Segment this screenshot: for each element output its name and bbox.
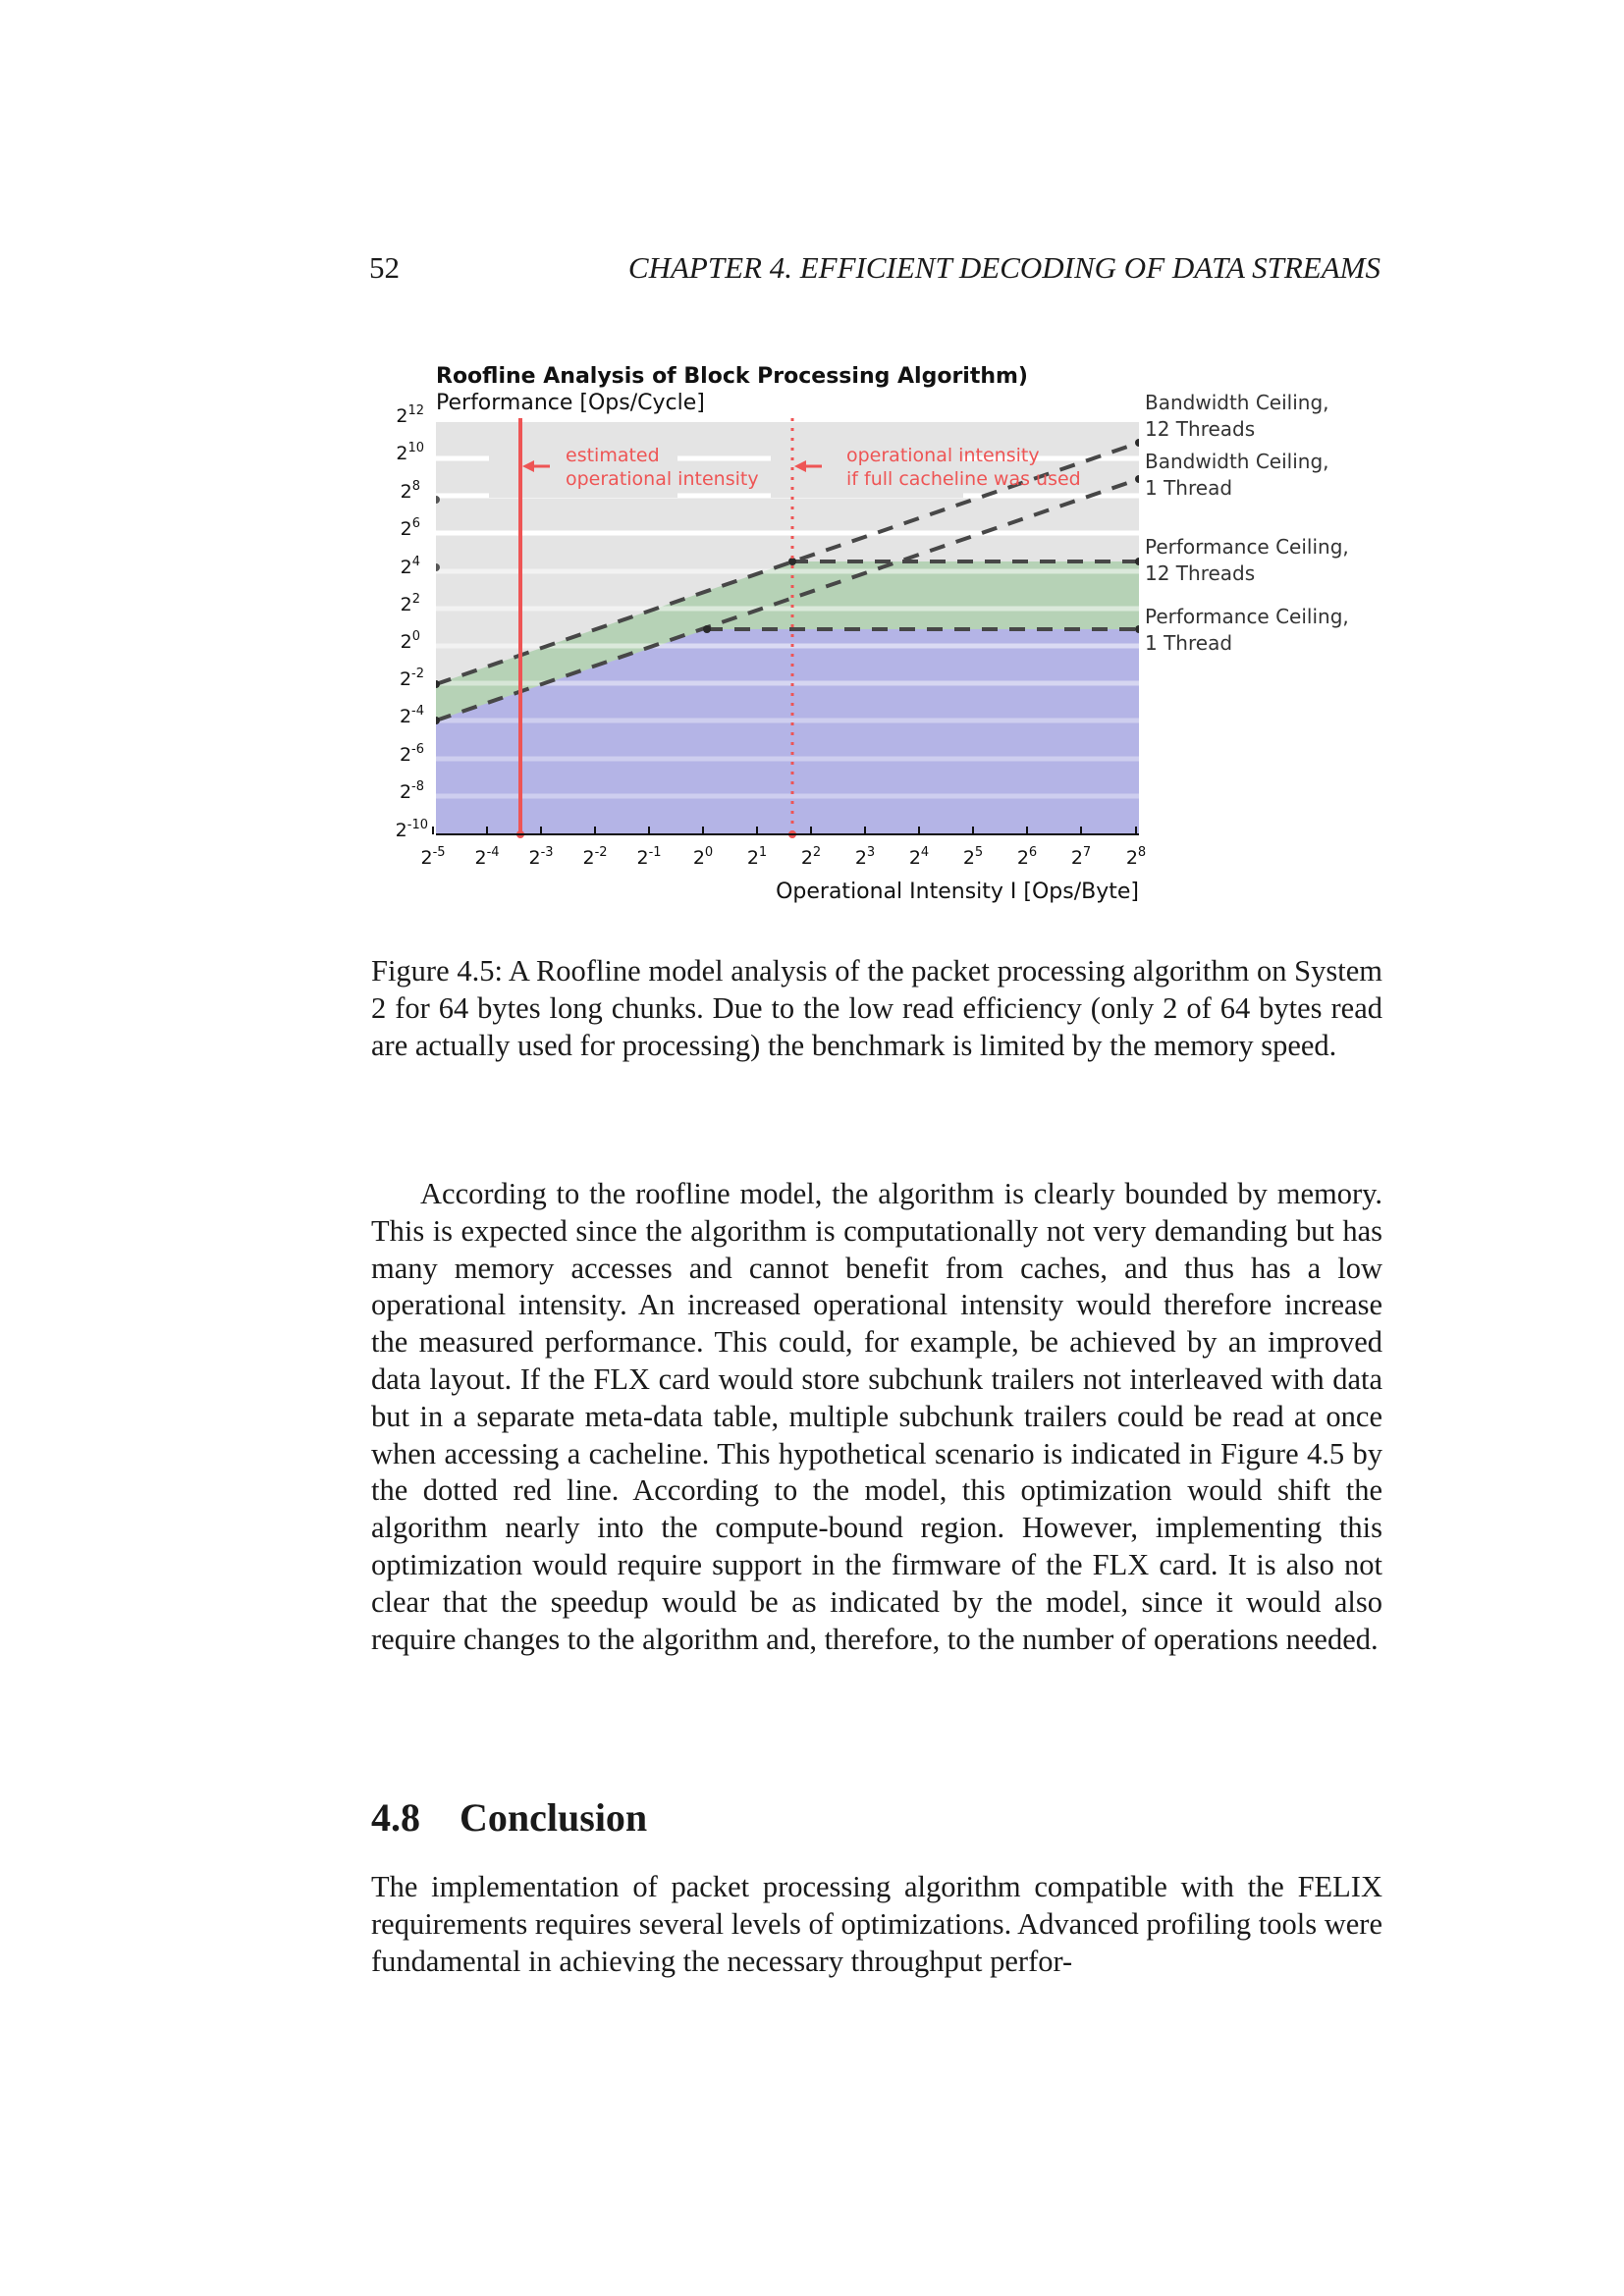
svg-text:27: $2^7$ <box>1070 845 1092 869</box>
y-axis-label: Performance [Ops/Cycle] <box>436 391 705 415</box>
roofline-chart <box>373 353 1384 923</box>
svg-text:Performance Ceiling,: Performance Ceiling, <box>1145 605 1349 628</box>
section-number: 4.8 <box>371 1795 420 1840</box>
svg-text:Bandwidth Ceiling,: Bandwidth Ceiling, <box>1145 391 1329 414</box>
svg-text:2-4: $2^{-4}$ <box>399 704 424 727</box>
section-heading <box>371 1794 647 1841</box>
roofline-figure <box>373 353 1384 923</box>
chart-title: Roofline Analysis of Block Processing Algorithm) <box>436 364 1028 389</box>
svg-text:2-2: $2^{-2}$ <box>399 667 424 690</box>
svg-text:22: $2^2$ <box>400 592 420 615</box>
body-paragraph: According to the roofline model, the algorithm is clearly bounded by memory. This is expected since the algorithm is computationally not very demanding but has many memory accesses and cannot benefit from caches, and thus has a low operational intensity. An increased operational intensity would therefore increase the measured performance. This could, for example, be achieved by an improved data layout. If the FLX card would store subchunk trailers not interleaved with data but in a separate meta-data table, multiple subchunk trailers could be read at once when accessing a cacheline. This hypothetical scenario is indicated in Figure 4.5 by the dotted red line. According to the model, this optimization would shift the algorithm nearly into the compute-bound region. However, implementing this optimization would require support in the firmware of the FLX card. It is also not clear that the speedup would be as indicated by the model, since it would also require changes to the algorithm and, therefore, to the number of operations needed. <box>371 1177 1382 1656</box>
svg-text:212: $2^{12}$ <box>396 403 424 427</box>
section-title: Conclusion <box>460 1795 648 1840</box>
svg-text:26: $2^6$ <box>1016 845 1038 869</box>
svg-text:1 Thread: 1 Thread <box>1145 476 1233 500</box>
conclusion-paragraph: The implementation of packet processing algorithm compatible with the FELIX requirements requires several levels of optimizations. Advanced profiling tools were fundamental in achieving the necessary throughput perfor- <box>371 1870 1382 1978</box>
svg-text:24: $2^4$ <box>400 555 420 578</box>
y-tick-labels <box>396 403 428 841</box>
x-axis-label: Operational Intensity I [Ops/Byte] <box>776 880 1139 904</box>
svg-text:24: $2^4$ <box>908 845 930 869</box>
chapter-title: CHAPTER 4. EFFICIENT DECODING OF DATA STREAMS <box>627 250 1380 285</box>
ceiling-legend <box>1145 391 1349 655</box>
svg-text:if full cacheline was used: if full cacheline was used <box>846 468 1081 490</box>
svg-text:20: $2^0$ <box>400 629 420 653</box>
x-tick-labels <box>420 845 1146 869</box>
svg-text:23: $2^3$ <box>854 845 876 869</box>
svg-text:2-10: $2^{-10}$ <box>395 818 428 841</box>
svg-text:28: $2^8$ <box>1125 845 1147 869</box>
svg-text:2-1: $2^{-1}$ <box>636 845 662 869</box>
svg-text:210: $2^{10}$ <box>396 441 424 464</box>
svg-text:2-2: $2^{-2}$ <box>582 845 608 869</box>
svg-text:2-4: $2^{-4}$ <box>474 845 500 869</box>
svg-text:operational intensity: operational intensity <box>846 445 1040 466</box>
svg-text:25: $2^5$ <box>962 845 984 869</box>
svg-text:operational intensity: operational intensity <box>566 468 759 490</box>
svg-text:26: $2^6$ <box>400 516 420 540</box>
svg-text:estimated: estimated <box>566 445 660 466</box>
running-head <box>369 250 1380 290</box>
svg-text:22: $2^2$ <box>800 845 822 869</box>
page-number: 52 <box>369 250 400 285</box>
figure-caption: Figure 4.5: A Roofline model analysis of the packet processing algorithm on System 2 for 64 bytes long chunks. Due to the low read efficiency (only 2 of 64 bytes read are actually used for processing) the benchmark is limited by the memory speed. <box>371 954 1382 1062</box>
svg-text:2-6: $2^{-6}$ <box>399 742 424 766</box>
svg-text:2-5: $2^{-5}$ <box>420 845 446 869</box>
svg-text:2-3: $2^{-3}$ <box>528 845 554 869</box>
svg-text:Bandwidth Ceiling,: Bandwidth Ceiling, <box>1145 450 1329 473</box>
svg-text:1 Thread: 1 Thread <box>1145 631 1233 655</box>
svg-text:21: $2^1$ <box>746 845 768 869</box>
svg-text:20: $2^0$ <box>692 845 714 869</box>
svg-text:12 Threads: 12 Threads <box>1145 561 1256 585</box>
svg-text:2-8: $2^{-8}$ <box>399 779 424 803</box>
svg-text:28: $2^8$ <box>400 479 420 503</box>
svg-text:12 Threads: 12 Threads <box>1145 417 1256 441</box>
svg-text:Performance Ceiling,: Performance Ceiling, <box>1145 535 1349 559</box>
